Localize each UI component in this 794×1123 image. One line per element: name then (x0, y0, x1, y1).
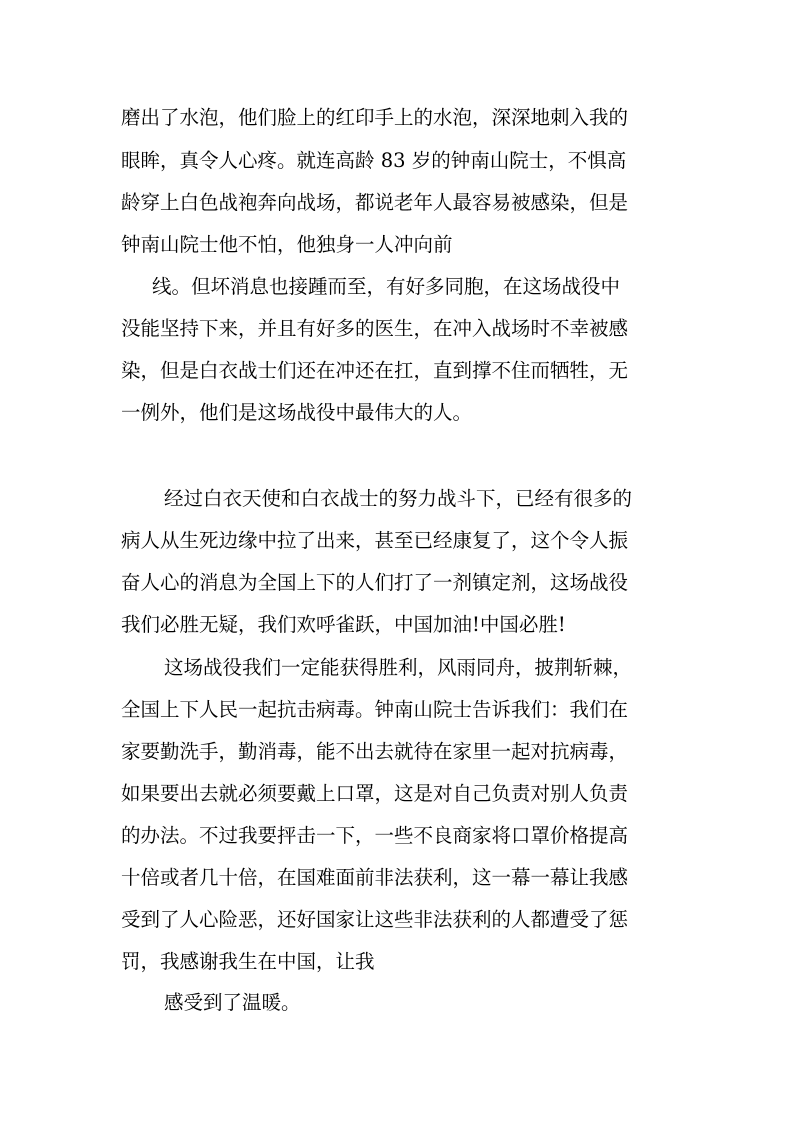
text-line: 十倍或者几十倍，在国难面前非法获利，这一幕一幕让我感 (121, 866, 629, 889)
text-line: 的办法。不过我要抨击一下，一些不良商家将口罩价格提高 (121, 824, 629, 847)
text-line: 龄穿上白色战袍奔向战场，都说老年人最容易被感染，但是 (121, 191, 629, 214)
text-line: 一例外，他们是这场战役中最伟大的人。 (121, 401, 473, 424)
text-line: 钟南山院士他不怕，他独身一人冲向前 (121, 233, 453, 256)
text-line: 受到了人心险恶，还好国家让这些非法获利的人都遭受了惩 (121, 908, 629, 931)
text-line: 病人从生死边缘中拉了出来，甚至已经康复了，这个令人振 (121, 529, 629, 552)
text-line: 家要勤洗手，勤消毒，能不出去就待在家里一起对抗病毒， (121, 740, 629, 763)
text-line: 感受到了温暖。 (164, 991, 301, 1014)
text-line: 奋人心的消息为全国上下的人们打了一剂镇定剂，这场战役 (121, 571, 629, 594)
text-line: 没能坚持下来，并且有好多的医生，在冲入战场时不幸被感 (121, 317, 629, 340)
text-line: 染，但是白衣战士们还在冲还在扛，直到撑不住而牺牲，无 (121, 359, 629, 382)
text-line: 线。但坏消息也接踵而至，有好多同胞，在这场战役中 (152, 275, 621, 298)
text-line: 磨出了水泡，他们脸上的红印手上的水泡，深深地刺入我的 (121, 106, 629, 129)
text-line: 这场战役我们一定能获得胜利，风雨同舟，披荆斩棘， (164, 656, 633, 679)
text-line: 眼眸，真令人心疼。就连高龄 83 岁的钟南山院士，不惧高 (121, 149, 627, 172)
text-line: 罚，我感谢我生在中国，让我 (121, 950, 375, 973)
text-line: 全国上下人民一起抗击病毒。钟南山院士告诉我们：我们在 (121, 698, 629, 721)
text-line: 我们必胜无疑，我们欢呼雀跃，中国加油!中国必胜! (121, 613, 566, 636)
text-line: 经过白衣天使和白衣战士的努力战斗下，已经有很多的 (164, 487, 633, 510)
text-line: 如果要出去就必须要戴上口罩，这是对自己负责对别人负责 (121, 782, 629, 805)
